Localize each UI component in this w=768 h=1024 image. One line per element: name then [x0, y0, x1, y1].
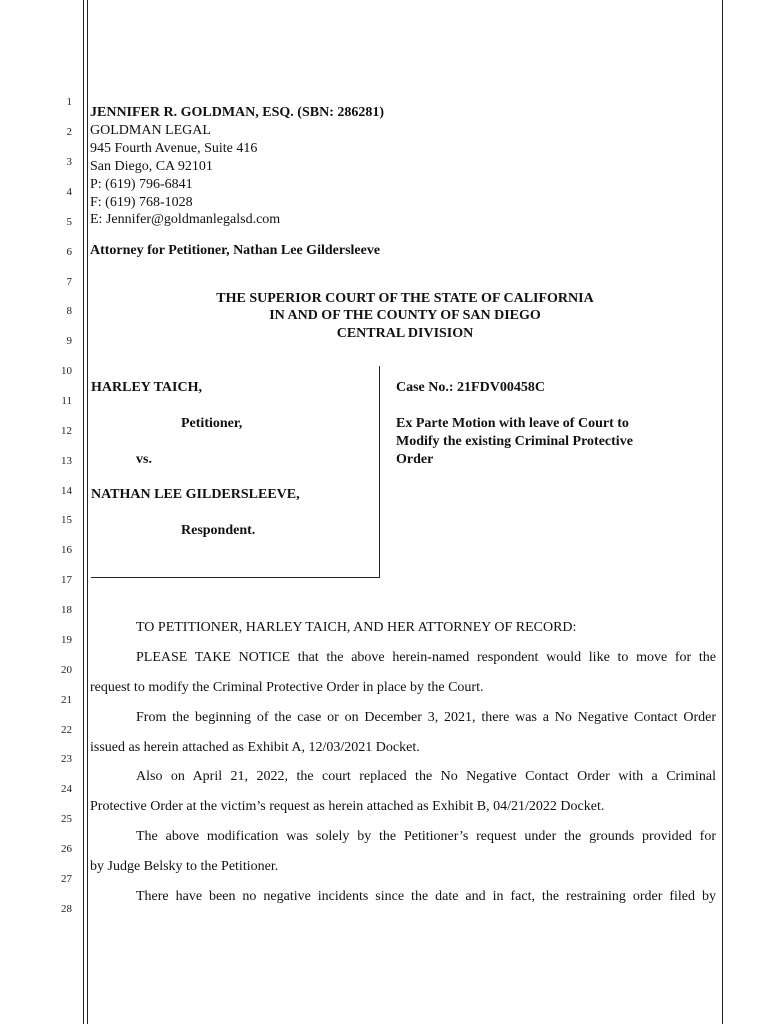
line-number: 24: [61, 783, 72, 795]
versus-label: vs.: [136, 452, 152, 467]
line-number: 11: [61, 395, 72, 407]
salutation: TO PETITIONER, HARLEY TAICH, AND HER ATTORNEY OF RECORD:: [136, 620, 577, 635]
line-number: 28: [61, 903, 72, 915]
paragraph-5-line1: There have been no negative incidents since the date and in fact, the restraining order filed by: [136, 889, 716, 904]
line-number: 26: [61, 843, 72, 855]
paragraph-3-line2: Protective Order at the victim’s request as herein attached as Exhibit B, 04/21/2022 Docket.: [90, 799, 605, 814]
city-address: San Diego, CA 92101: [90, 159, 213, 174]
petitioner-name: HARLEY TAICH,: [91, 380, 202, 395]
court-title-line3: CENTRAL DIVISION: [336, 326, 474, 341]
line-number: 21: [61, 694, 72, 706]
caption-divider-vertical: [379, 366, 380, 578]
attorney-role: Attorney for Petitioner, Nathan Lee Gildersleeve: [90, 243, 381, 258]
line-number: 10: [61, 365, 72, 377]
line-number: 23: [61, 753, 72, 765]
right-margin-rule: [722, 0, 723, 1024]
left-margin-rule-inner: [87, 0, 88, 1024]
line-number: 25: [61, 813, 72, 825]
case-number: Case No.: 21FDV00458C: [396, 380, 545, 395]
line-number: 19: [61, 634, 72, 646]
line-number: 27: [61, 873, 72, 885]
email-address: E: Jennifer@goldmanlegalsd.com: [90, 212, 281, 227]
respondent-label: Respondent.: [181, 523, 256, 538]
line-number: 2: [66, 126, 72, 138]
paragraph-1-line2: request to modify the Criminal Protective Order in place by the Court.: [90, 680, 484, 695]
left-margin-rule-outer: [83, 0, 84, 1024]
line-number: 22: [61, 724, 72, 736]
line-number: 5: [66, 216, 72, 228]
fax-number: F: (619) 768-1028: [90, 195, 193, 210]
respondent-name: NATHAN LEE GILDERSLEEVE,: [91, 487, 300, 502]
line-number: 15: [61, 514, 72, 526]
line-number: 4: [66, 186, 72, 198]
paragraph-2-line2: issued as herein attached as Exhibit A, 12/03/2021 Docket.: [90, 740, 420, 755]
petitioner-label: Petitioner,: [181, 416, 243, 431]
line-number: 20: [61, 664, 72, 676]
attorney-name: JENNIFER R. GOLDMAN, ESQ. (SBN: 286281): [90, 105, 385, 120]
paragraph-3-line1: Also on April 21, 2022, the court replaced the No Negative Contact Order with a Criminal: [136, 769, 716, 784]
paragraph-4-line1: The above modification was solely by the Petitioner’s request under the grounds provided for: [136, 829, 716, 844]
line-number: 7: [66, 276, 72, 288]
line-number: 9: [66, 335, 72, 347]
line-number: 16: [61, 544, 72, 556]
line-number: 18: [61, 604, 72, 616]
line-number: 8: [66, 305, 72, 317]
firm-name: GOLDMAN LEGAL: [90, 123, 211, 138]
paragraph-4-line2: by Judge Belsky to the Petitioner.: [90, 859, 279, 874]
line-number: 12: [61, 425, 72, 437]
motion-title-line2: Modify the existing Criminal Protective: [396, 434, 633, 449]
line-number: 17: [61, 574, 72, 586]
paragraph-1-line1: PLEASE TAKE NOTICE that the above herein-named respondent would like to move for the: [136, 650, 716, 665]
court-title-line1: THE SUPERIOR COURT OF THE STATE OF CALIFORNIA: [216, 291, 594, 306]
line-number: 6: [66, 246, 72, 258]
motion-title-line3: Order: [396, 452, 434, 467]
line-number: 13: [61, 455, 72, 467]
phone-number: P: (619) 796-6841: [90, 177, 193, 192]
motion-title-line1: Ex Parte Motion with leave of Court to: [396, 416, 629, 431]
court-title-line2: IN AND OF THE COUNTY OF SAN DIEGO: [269, 308, 541, 323]
paragraph-2-line1: From the beginning of the case or on December 3, 2021, there was a No Negative Contact Order: [136, 710, 716, 725]
line-number: 14: [61, 485, 72, 497]
line-number: 1: [66, 96, 72, 108]
street-address: 945 Fourth Avenue, Suite 416: [90, 141, 258, 156]
line-number: 3: [66, 156, 72, 168]
caption-divider-horizontal: [91, 577, 380, 578]
